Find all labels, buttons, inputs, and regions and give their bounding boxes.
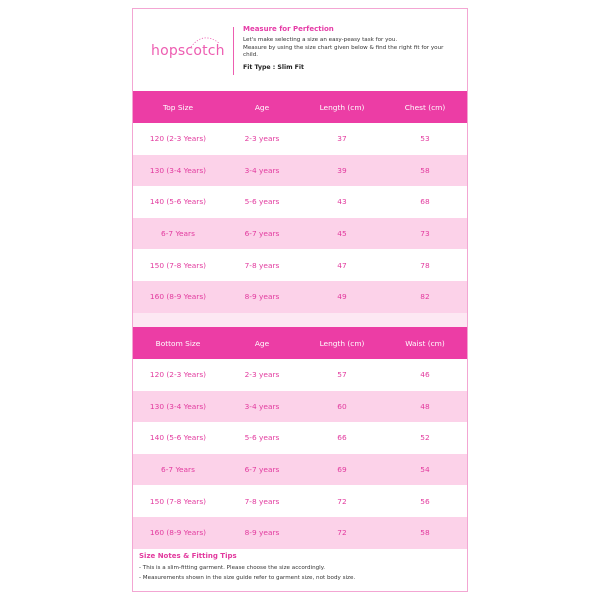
table-row — [133, 422, 467, 454]
table-cell: 58 — [420, 165, 430, 175]
column-header: Chest (cm) — [404, 102, 446, 112]
table-body — [133, 123, 467, 313]
table-cell: 6-7 Years — [161, 229, 195, 239]
table-row — [133, 391, 467, 423]
intro-line: Let's make selecting a size an easy-peasy task for you. — [243, 37, 398, 43]
table-cell: 6-7 years — [244, 465, 280, 475]
table-cell: 58 — [420, 528, 430, 538]
table-row — [133, 249, 467, 281]
header-divider — [233, 27, 234, 75]
table-cell: 52 — [420, 433, 430, 443]
bottom-size-table — [133, 327, 467, 549]
intro-block — [243, 25, 463, 71]
table-row — [133, 186, 467, 218]
note-item: - Measurements shown in the size guide refer to garment size, not body size. — [139, 575, 356, 581]
table-cell: 69 — [337, 465, 347, 475]
column-header: Length (cm) — [319, 102, 365, 112]
table-cell: 53 — [420, 134, 430, 144]
table-cell: 8-9 years — [244, 528, 280, 538]
column-header: Waist (cm) — [405, 338, 445, 348]
table-row — [133, 359, 467, 391]
table-cell: 72 — [337, 528, 347, 538]
table-row — [133, 218, 467, 250]
table-cell: 7-8 years — [244, 260, 280, 270]
table-cell: 49 — [337, 292, 347, 302]
header — [133, 9, 467, 91]
top-size-table — [133, 91, 467, 313]
table-cell: 66 — [337, 433, 347, 443]
logo-text: hopscotch — [151, 43, 225, 59]
table-row — [133, 517, 467, 549]
column-header: Bottom Size — [155, 338, 201, 348]
table-separator — [133, 313, 467, 327]
table-row — [133, 485, 467, 517]
table-cell: 8-9 years — [244, 292, 280, 302]
table-cell: 56 — [420, 496, 430, 506]
size-notes — [139, 552, 459, 583]
table-cell: 48 — [420, 401, 430, 411]
table-body — [133, 359, 467, 549]
size-chart-card — [132, 8, 468, 592]
table-row — [133, 281, 467, 313]
column-header: Top Size — [163, 102, 193, 112]
table-cell: 46 — [420, 370, 430, 380]
table-cell: 120 (2-3 Years) — [149, 370, 207, 380]
table-cell: 6-7 years — [244, 229, 280, 239]
table-cell: 57 — [337, 370, 347, 380]
table-cell: 120 (2-3 Years) — [149, 134, 207, 144]
note-item: - This is a slim-fitting garment. Please choose the size accordingly. — [139, 565, 326, 571]
table-header — [133, 327, 467, 359]
table-cell: 160 (8-9 Years) — [149, 528, 207, 538]
table-cell: 47 — [337, 260, 347, 270]
notes-title: Size Notes & Fitting Tips — [139, 552, 237, 560]
table-cell: 140 (5-6 Years) — [149, 433, 207, 443]
table-cell: 2-3 years — [244, 134, 280, 144]
table-cell: 3-4 years — [244, 165, 280, 175]
table-cell: 43 — [337, 197, 347, 207]
table-cell: 60 — [337, 401, 347, 411]
table-cell: 5-6 years — [244, 197, 280, 207]
intro-line: Measure by using the size chart given below & find the right fit for your — [243, 44, 444, 51]
table-cell: 150 (7-8 Years) — [149, 260, 207, 270]
table-row — [133, 454, 467, 486]
brand-logo — [151, 35, 223, 69]
table-cell: 160 (8-9 Years) — [149, 292, 207, 302]
table-cell: 5-6 years — [244, 433, 280, 443]
table-cell: 82 — [420, 292, 430, 302]
table-cell: 130 (3-4 Years) — [149, 401, 207, 411]
fit-type: Fit Type : Slim Fit — [243, 63, 304, 71]
table-cell: 2-3 years — [244, 370, 280, 380]
table-cell: 6-7 Years — [161, 465, 195, 475]
intro-title: Measure for Perfection — [243, 25, 334, 33]
table-cell: 3-4 years — [244, 401, 280, 411]
table-cell: 7-8 years — [244, 496, 280, 506]
table-cell: 39 — [337, 165, 347, 175]
column-header: Age — [254, 338, 270, 348]
table-cell: 68 — [420, 197, 430, 207]
table-cell: 150 (7-8 Years) — [149, 496, 207, 506]
column-header: Length (cm) — [319, 338, 365, 348]
column-header: Age — [254, 102, 270, 112]
table-row — [133, 155, 467, 187]
table-header — [133, 91, 467, 123]
table-cell: 72 — [337, 496, 347, 506]
table-row — [133, 123, 467, 155]
table-cell: 130 (3-4 Years) — [149, 165, 207, 175]
intro-line: child. — [243, 52, 259, 58]
table-cell: 37 — [337, 134, 347, 144]
table-cell: 54 — [420, 465, 430, 475]
table-cell: 140 (5-6 Years) — [149, 197, 207, 207]
table-cell: 78 — [420, 260, 430, 270]
table-cell: 73 — [420, 229, 430, 239]
table-cell: 45 — [337, 229, 347, 239]
